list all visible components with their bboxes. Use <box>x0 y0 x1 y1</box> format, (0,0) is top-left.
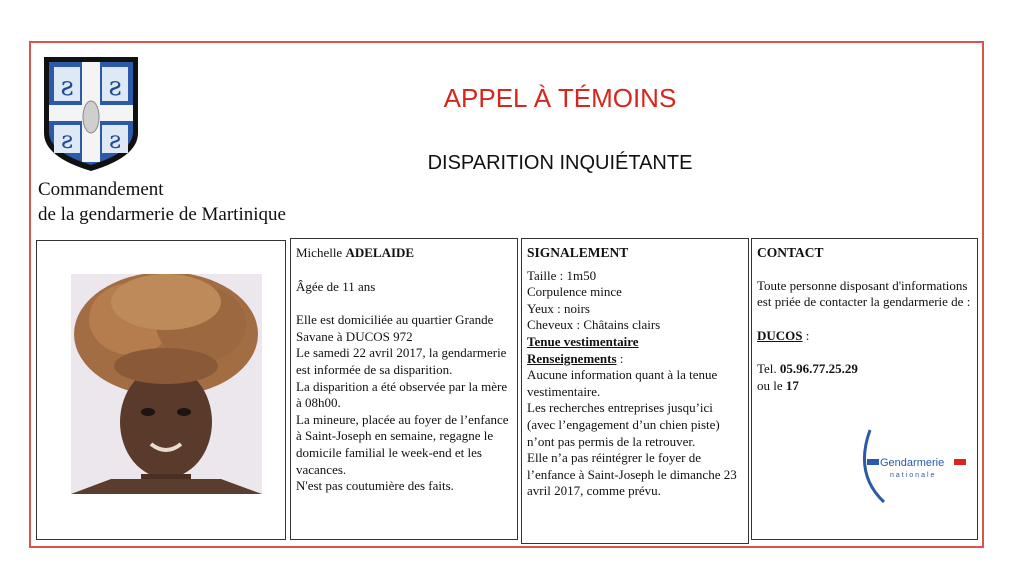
svg-text:ƨ: ƨ <box>60 72 74 102</box>
info-paragraph: Elle est domiciliée au quartier Grande Savane à DUCOS 972 <box>296 312 494 344</box>
logo-text-nationale: nationale <box>890 472 937 479</box>
info-paragraph: Le samedi 22 avril 2017, la gendarmerie est informée de sa disparition. <box>296 345 507 377</box>
contact-heading: CONTACT <box>757 245 824 260</box>
tel-prefix: Tel. <box>757 361 780 377</box>
contact-place: DUCOS <box>757 327 803 343</box>
signalement-paragraph: Elle n’a pas réintégrer le foyer de l’enfance à Saint-Joseph le dimanche 23 avril 2017, comme prévu. <box>527 450 737 499</box>
info-paragraph: La disparition a été observée par la mère à 08h00. <box>296 378 508 411</box>
gendarmerie-nationale-logo <box>860 424 972 510</box>
info-paragraph: La mineure, placée au foyer de l’enfance à Saint-Joseph en semaine, regagne le domicile familial le week-end et les vacances. <box>296 411 509 477</box>
tenue-label: Tenue vestimentaire <box>527 333 639 349</box>
signalement-box <box>521 238 749 544</box>
poster-subtitle: DISPARITION INQUIÉTANTE <box>427 152 693 174</box>
contact-box <box>751 238 978 540</box>
contact-tel-line <box>757 361 972 378</box>
person-info-box <box>290 238 518 540</box>
signalement-heading: SIGNALEMENT <box>527 245 629 260</box>
renseignements-colon: : <box>616 350 624 366</box>
logo-text-gendarmerie: Gendarmerie <box>880 457 945 469</box>
renseignements-line <box>527 351 743 368</box>
svg-text:ƨ: ƨ <box>60 126 74 154</box>
photo-box <box>36 240 286 540</box>
info-paragraph: N'est pas coutumière des faits. <box>296 478 454 494</box>
contact-place-line <box>757 328 972 345</box>
signalement-line: Taille : 1m50 <box>527 267 597 283</box>
renseignements-label: Renseignements <box>527 350 617 366</box>
signalement-paragraph: Aucune information quant à la tenue vestimentaire. <box>527 367 718 399</box>
org-line-1: Commandement <box>38 179 164 200</box>
alt-prefix: ou le <box>757 377 786 393</box>
missing-person-photo <box>71 274 262 494</box>
signalement-paragraph: Les recherches entreprises jusqu’ici (avec l’engagement d’un chien piste) n’ont pas permis de la retrouver. <box>527 400 720 449</box>
person-age: Âgée de 11 ans <box>296 278 376 294</box>
contact-text: Toute personne disposant d'informations est priée de contacter la gendarmerie de : <box>757 277 971 310</box>
first-name: Michelle <box>296 245 343 260</box>
gendarmerie-shield-icon <box>42 55 140 173</box>
signalement-line: Corpulence mince <box>527 284 622 300</box>
svg-text:ƨ: ƨ <box>108 72 122 102</box>
contact-place-colon: : <box>802 327 810 343</box>
alt-number: 17 <box>785 377 799 393</box>
person-name <box>296 245 512 262</box>
tel-number: 05.96.77.25.29 <box>779 361 858 377</box>
contact-alt-line <box>757 378 972 395</box>
poster-title: APPEL À TÉMOINS <box>443 83 677 113</box>
svg-text:ƨ: ƨ <box>108 126 122 154</box>
last-name: ADELAIDE <box>345 245 415 260</box>
org-line-2: de la gendarmerie de Martinique <box>38 204 286 225</box>
signalement-line: Yeux : noirs <box>527 300 590 316</box>
signalement-line: Cheveux : Châtains clairs <box>527 317 661 333</box>
